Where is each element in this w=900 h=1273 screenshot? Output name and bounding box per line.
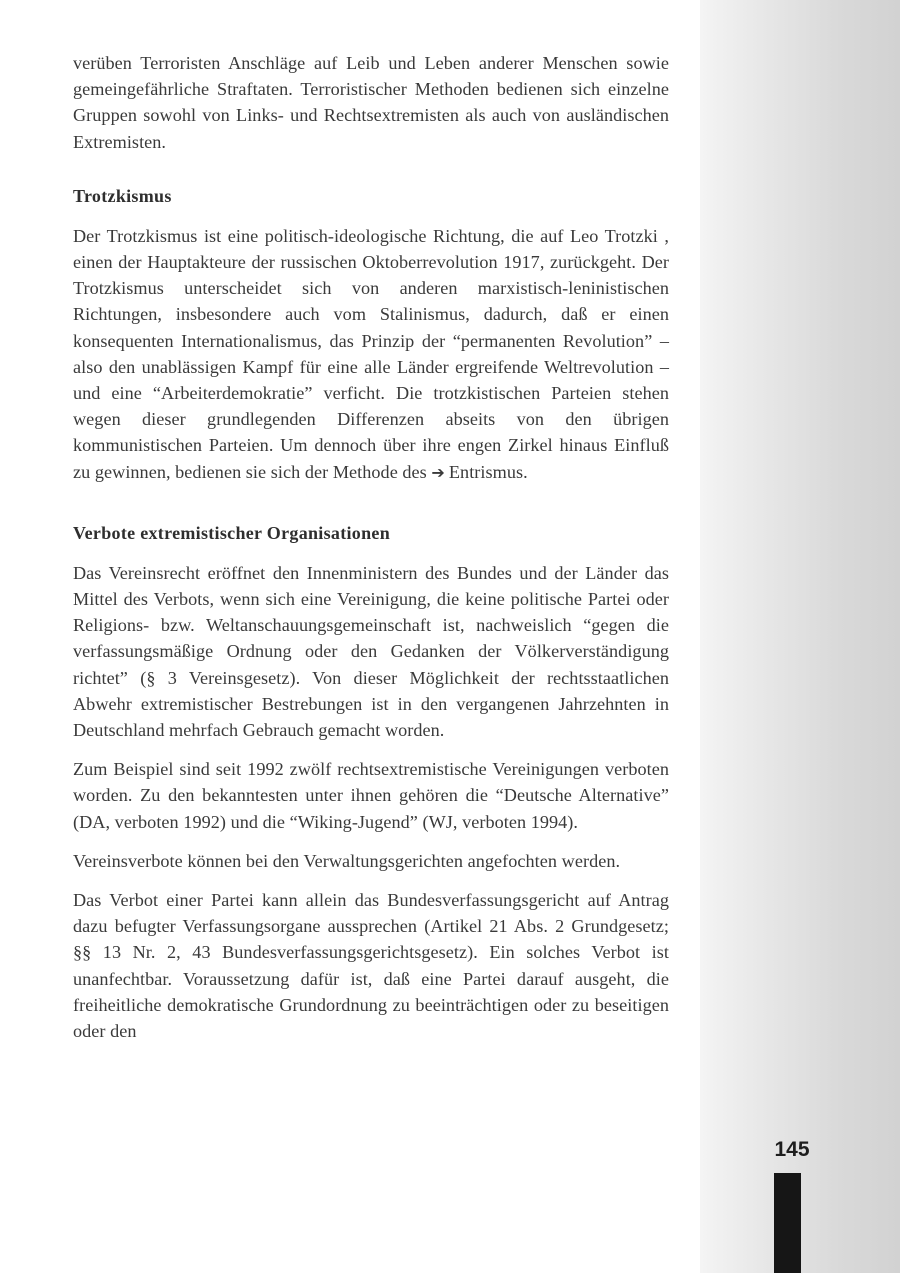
verbote-paragraph-2: Zum Beispiel sind seit 1992 zwölf rechtsextremistische Vereinigungen verboten worden. Zu den bekanntesten unter ihnen gehören die “Deutsche Alternative” (DA, verboten 1992) und die “Wiking-Jugend” (WJ, verboten 1994). xyxy=(73,759,669,832)
page-margin-strip xyxy=(700,0,900,1273)
cross-reference-entrismus[interactable]: Entrismus. xyxy=(448,461,528,482)
page-body xyxy=(73,50,669,1057)
trotzkismus-paragraph xyxy=(73,223,669,486)
page-number: 145 xyxy=(774,1138,810,1161)
section-heading-trotzkismus: Trotzkismus xyxy=(73,185,172,206)
verbote-paragraph-1: Das Vereinsrecht eröffnet den Innenministern des Bundes und der Länder das Mittel des Verbots, wenn sich eine Vereinigung, die keine politische Partei oder Religions- bzw. Weltanschauungsgemeinschaft ist, nachweislich “gegen die verfassungsmäßige Ordnung oder den Gedanken der Völkerverständigung richtet” (§ 3 Vereinsgesetz). Von dieser Möglichkeit der rechtsstaatlichen Abwehr extremistischer Bestrebungen ist in den vergangenen Jahrzehnten in Deutschland mehrfach Gebrauch gemacht worden. xyxy=(73,562,669,741)
thumb-index-bar xyxy=(774,1173,801,1273)
section-heading-verbote: Verbote extremistischer Organisationen xyxy=(73,522,391,543)
verbote-paragraph-4: Das Verbot einer Partei kann allein das Bundesverfassungsgericht auf Antrag dazu befugter Verfassungsorgane aussprechen (Artikel 21 Abs. 2 Grundgesetz; §§ 13 Nr. 2, 43 Bundesverfassungsgerichtsgesetz). Ein solches Verbot ist unanfechtbar. Voraussetzung dafür ist, daß eine Partei darauf ausgeht, die freiheitliche demokratische Grundordnung zu beeinträchtigen oder zu beseitigen oder den xyxy=(73,890,669,1042)
section-verbote xyxy=(73,520,669,1044)
trotzkismus-text: Der Trotzkismus ist eine politisch-ideologische Richtung, die auf Leo Trotzki , einen der Hauptakteure der russischen Oktoberrevolution 1917, zurückgeht. Der Trotzkismus unterscheidet sich von anderen marxistisch-leninistischen Richtungen, insbesondere auch vom Stalinismus, dadurch, daß er einen konsequenten Internationalismus, das Prinzip der “permanenten Revolution” – also den unablässigen Kampf für eine alle Länder ergreifende Weltrevolution – und eine “Arbeiterdemokratie” verficht. Die trotzkistischen Parteien stehen wegen dieser grundlegenden Differenzen abseits von den übrigen kommunistischen Parteien. Um dennoch über ihre engen Zirkel hinaus Einfluß zu gewinnen, bedienen sie sich der Methode des xyxy=(73,225,669,482)
verbote-paragraph-3: Vereinsverbote können bei den Verwaltungsgerichten angefochten werden. xyxy=(73,850,621,871)
cross-reference-arrow-icon: ➔ xyxy=(431,462,445,482)
section-trotzkismus xyxy=(73,183,669,486)
intro-paragraph: verüben Terroristen Anschläge auf Leib und Leben anderer Menschen sowie gemeingefährliche Straftaten. Terroristischer Methoden bedienen sich einzelne Gruppen sowohl von Links- und Rechtsextremisten als auch von ausländischen Extremisten. xyxy=(73,53,669,152)
